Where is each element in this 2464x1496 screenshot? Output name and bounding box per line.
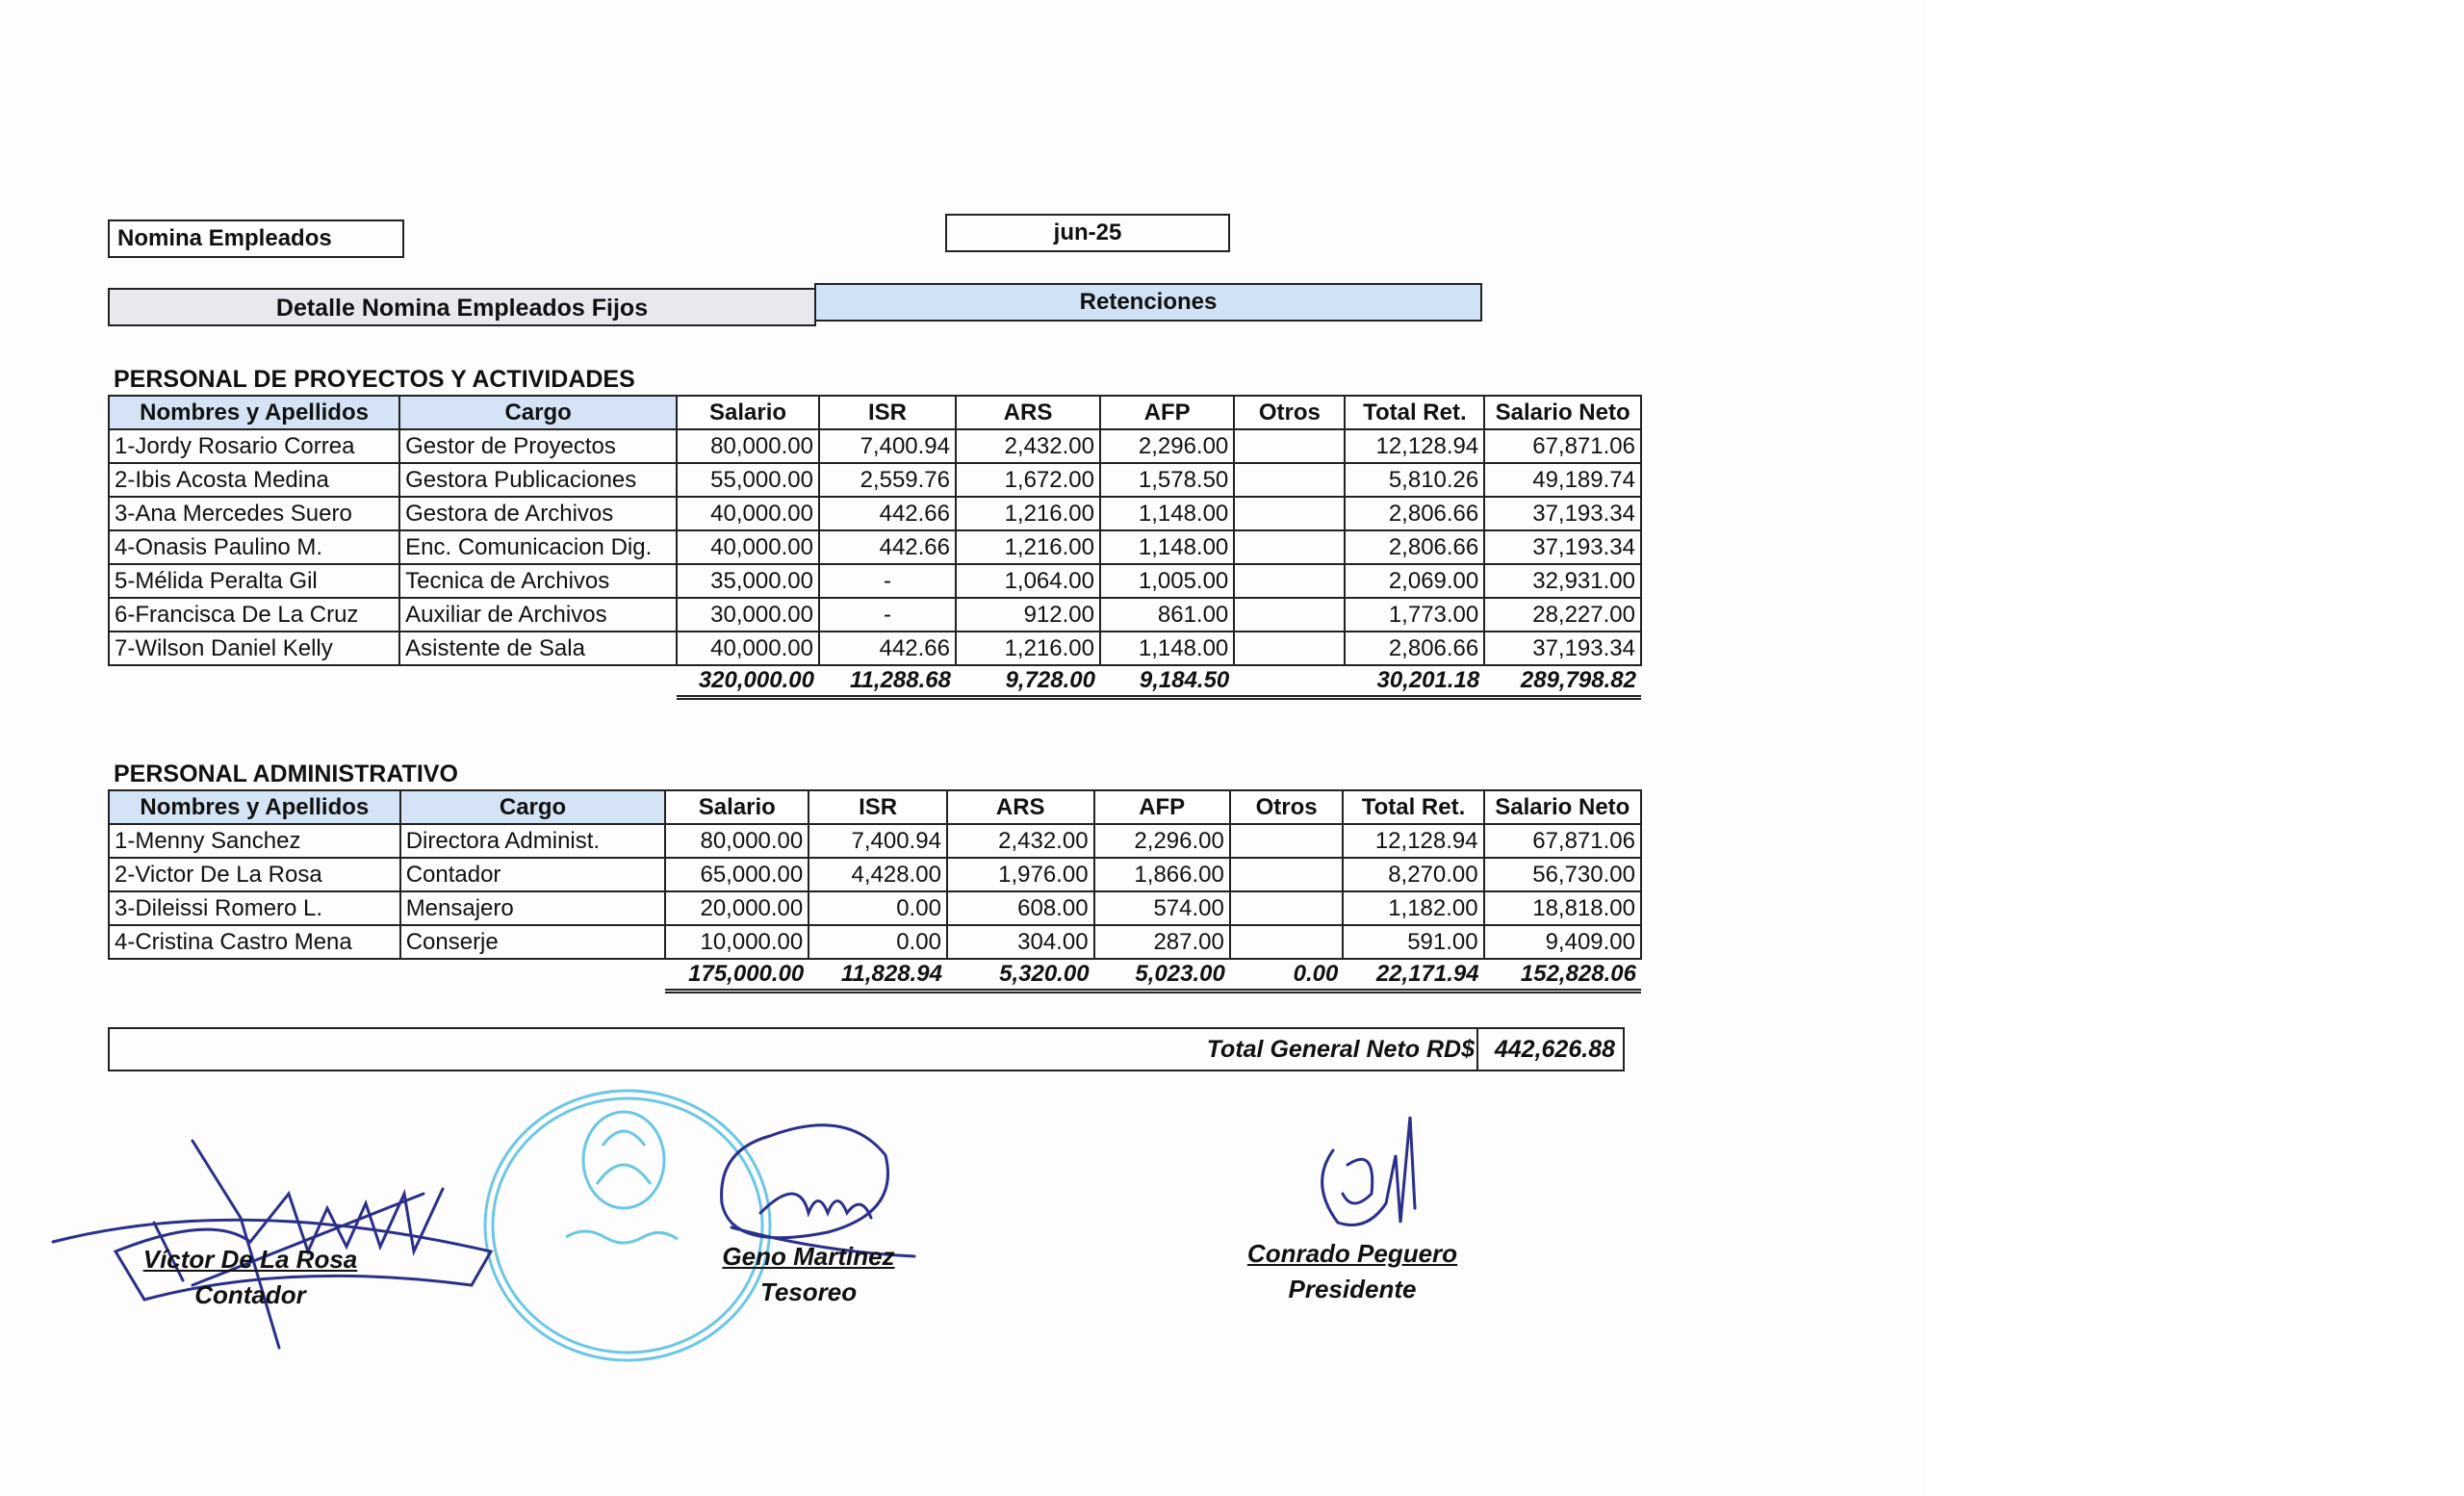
table-cell: 30,000.00 — [677, 598, 819, 632]
table-cell: 442.66 — [819, 497, 956, 530]
table-cell: 20,000.00 — [665, 891, 808, 925]
table-cell: 56,730.00 — [1484, 858, 1641, 891]
grand-total-label: Total General Neto RD$ — [1206, 1036, 1475, 1063]
table-cell: 8,270.00 — [1343, 858, 1483, 891]
signature-presidente — [1322, 1117, 1415, 1225]
table-cell: Mensajero — [400, 891, 666, 925]
table-cell: 67,871.06 — [1484, 824, 1641, 858]
column-header: ARS — [947, 790, 1094, 824]
table-cell: 40,000.00 — [677, 530, 819, 564]
table-cell: 2,296.00 — [1100, 429, 1234, 463]
column-header: Nombres y Apellidos — [109, 396, 399, 429]
table-cell: Directora Administ. — [400, 824, 666, 858]
table-cell: 287.00 — [1094, 925, 1230, 959]
column-header: ISR — [819, 396, 956, 429]
table-cell: 442.66 — [819, 632, 956, 665]
column-header: Nombres y Apellidos — [109, 790, 400, 824]
signer-name: Víctor De La Rosa — [142, 1245, 358, 1274]
column-header: Total Ret. — [1345, 396, 1484, 429]
table-cell: 861.00 — [1100, 598, 1234, 632]
column-header: Salario Neto — [1484, 396, 1641, 429]
column-header: AFP — [1100, 396, 1234, 429]
stamp-portrait-lines — [597, 1131, 651, 1184]
table-cell: 442.66 — [819, 530, 956, 564]
total-cell: 175,000.00 — [665, 959, 808, 992]
table-cell: 912.00 — [956, 598, 1100, 632]
table-cell: 12,128.94 — [1343, 824, 1483, 858]
table-cell: 2,806.66 — [1345, 530, 1484, 564]
table-cell: 37,193.34 — [1484, 632, 1641, 665]
column-header: Total Ret. — [1343, 790, 1483, 824]
table-cell: Gestora Publicaciones — [399, 463, 677, 497]
table-cell: 1,976.00 — [947, 858, 1094, 891]
table-cell: 67,871.06 — [1484, 429, 1641, 463]
table-cell: 7,400.94 — [808, 824, 947, 858]
column-header: Salario Neto — [1484, 790, 1641, 824]
table-cell: 2,069.00 — [1345, 564, 1484, 598]
table-cell: 10,000.00 — [665, 925, 808, 959]
table-cell: 1,148.00 — [1100, 497, 1234, 530]
table-cell: 1,148.00 — [1100, 632, 1234, 665]
table-cell: 49,189.74 — [1484, 463, 1641, 497]
document-title: Nomina Empleados — [108, 219, 404, 258]
table-cell: 304.00 — [947, 925, 1094, 959]
table-cell: Asistente de Sala — [399, 632, 677, 665]
table-cell: Gestor de Proyectos — [399, 429, 677, 463]
table-cell: Enc. Comunicacion Dig. — [399, 530, 677, 564]
table-cell: 65,000.00 — [665, 858, 808, 891]
total-cell: 152,828.06 — [1484, 959, 1641, 992]
table-cell: 1,773.00 — [1345, 598, 1484, 632]
signer-role: Presidente — [1288, 1275, 1417, 1303]
column-header: ISR — [808, 790, 947, 824]
table-cell: 2,432.00 — [947, 824, 1094, 858]
table-cell: 37,193.34 — [1484, 497, 1641, 530]
table-cell: 2,806.66 — [1345, 632, 1484, 665]
retenciones-header: Retenciones — [814, 283, 1482, 322]
table-cell: 4-Onasis Paulino M. — [109, 530, 399, 564]
table-cell: 591.00 — [1343, 925, 1483, 959]
table-cell: 40,000.00 — [677, 497, 819, 530]
total-cell: 289,798.82 — [1484, 665, 1641, 698]
total-cell: 22,171.94 — [1343, 959, 1483, 992]
signer-name: Geno Martinez — [722, 1242, 895, 1271]
table-cell: Gestora de Archivos — [399, 497, 677, 530]
table-cell: Conserje — [400, 925, 666, 959]
table-cell: 1,005.00 — [1100, 564, 1234, 598]
column-header: Salario — [665, 790, 808, 824]
table-cell: 28,227.00 — [1484, 598, 1641, 632]
table-cell: 1,148.00 — [1100, 530, 1234, 564]
table-cell: - — [819, 598, 956, 632]
table-cell: 1,578.50 — [1100, 463, 1234, 497]
detail-header: Detalle Nomina Empleados Fijos — [108, 288, 816, 326]
table-cell: 0.00 — [808, 891, 947, 925]
column-header: AFP — [1094, 790, 1230, 824]
table-cell: 80,000.00 — [677, 429, 819, 463]
column-header: Otros — [1234, 396, 1345, 429]
table-cell: 4,428.00 — [808, 858, 947, 891]
table-cell: 37,193.34 — [1484, 530, 1641, 564]
column-header: ARS — [956, 396, 1100, 429]
total-cell: 30,201.18 — [1345, 665, 1484, 698]
table-cell: 1,216.00 — [956, 497, 1100, 530]
table-cell: 0.00 — [808, 925, 947, 959]
table-cell: 40,000.00 — [677, 632, 819, 665]
table-cell: 2,559.76 — [819, 463, 956, 497]
column-header: Cargo — [399, 396, 677, 429]
table-cell: 7,400.94 — [819, 429, 956, 463]
stamp-inner-ring — [493, 1098, 762, 1353]
table-cell: 5,810.26 — [1345, 463, 1484, 497]
table-cell: 1-Jordy Rosario Correa — [109, 429, 399, 463]
table-cell: 1,672.00 — [956, 463, 1100, 497]
column-header: Otros — [1230, 790, 1343, 824]
table-cell: 1,064.00 — [956, 564, 1100, 598]
table-cell: 4-Cristina Castro Mena — [109, 925, 400, 959]
signature-tesorero — [722, 1125, 914, 1256]
total-cell: 5,023.00 — [1094, 959, 1230, 992]
table-cell: 18,818.00 — [1484, 891, 1641, 925]
total-cell: 9,728.00 — [956, 665, 1100, 698]
table-cell: 1,182.00 — [1343, 891, 1483, 925]
stamp-script — [566, 1231, 678, 1243]
table-cell: 2,432.00 — [956, 429, 1100, 463]
table-cell: 3-Dileissi Romero L. — [109, 891, 400, 925]
total-cell: 0.00 — [1230, 959, 1343, 992]
table-cell: - — [819, 564, 956, 598]
signer-role: Contador — [194, 1280, 306, 1309]
table-cell: 12,128.94 — [1345, 429, 1484, 463]
stamp-portrait — [583, 1112, 664, 1208]
table-cell: 32,931.00 — [1484, 564, 1641, 598]
foundation-stamp — [485, 1091, 770, 1360]
table-cell: 9,409.00 — [1484, 925, 1641, 959]
table-cell: 2-Ibis Acosta Medina — [109, 463, 399, 497]
section-title-administrativo: PERSONAL ADMINISTRATIVO — [114, 761, 458, 787]
section-title-proyectos: PERSONAL DE PROYECTOS Y ACTIVIDADES — [114, 366, 635, 393]
table-cell: 80,000.00 — [665, 824, 808, 858]
table-cell: 608.00 — [947, 891, 1094, 925]
table-cell: 1,216.00 — [956, 530, 1100, 564]
total-cell: 320,000.00 — [677, 665, 819, 698]
signer-role: Tesoreo — [759, 1277, 858, 1306]
table-cell: 55,000.00 — [677, 463, 819, 497]
table-cell: Contador — [400, 858, 666, 891]
period-box: jun-25 — [945, 214, 1230, 252]
signature-block-presidente — [1227, 1239, 1477, 1304]
table-cell: 7-Wilson Daniel Kelly — [109, 632, 399, 665]
column-header: Cargo — [400, 790, 666, 824]
table-cell: 1,216.00 — [956, 632, 1100, 665]
signature-block-contador — [135, 1245, 366, 1310]
table-cell: 1,866.00 — [1094, 858, 1230, 891]
table-cell: 1-Menny Sanchez — [109, 824, 400, 858]
table-cell: 2,806.66 — [1345, 497, 1484, 530]
table-cell: 574.00 — [1094, 891, 1230, 925]
total-cell: 11,828.94 — [808, 959, 947, 992]
table-cell: 3-Ana Mercedes Suero — [109, 497, 399, 530]
table-cell: 2,296.00 — [1094, 824, 1230, 858]
total-cell: 5,320.00 — [947, 959, 1094, 992]
table-cell: Tecnica de Archivos — [399, 564, 677, 598]
column-header: Salario — [677, 396, 819, 429]
grand-total-value: 442,626.88 — [1494, 1036, 1615, 1063]
signer-name: Conrado Peguero — [1246, 1239, 1458, 1268]
table-cell: 2-Victor De La Rosa — [109, 858, 400, 891]
total-cell: 11,288.68 — [819, 665, 956, 698]
total-cell: 9,184.50 — [1100, 665, 1234, 698]
table-cell: Auxiliar de Archivos — [399, 598, 677, 632]
table-cell: 6-Francisca De La Cruz — [109, 598, 399, 632]
table-cell: 35,000.00 — [677, 564, 819, 598]
table-cell: 5-Mélida Peralta Gil — [109, 564, 399, 598]
signature-block-tesorero — [693, 1242, 924, 1307]
